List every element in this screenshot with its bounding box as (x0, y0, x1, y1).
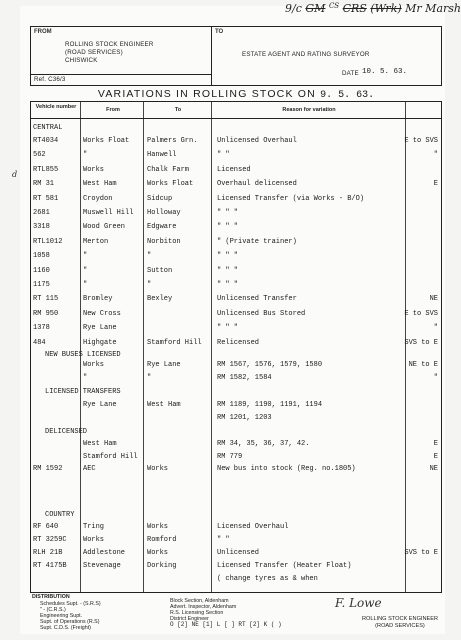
vehicle-cell: RF 640 (33, 523, 59, 531)
reason-cell: RM 1567, 1576, 1579, 1580 (217, 361, 323, 369)
from-cell: Merton (83, 237, 109, 246)
to-cell: Sutton (147, 266, 173, 275)
blocks-item: District Engineer (170, 616, 209, 622)
from-label: FROM (34, 29, 52, 35)
from-cell: Tring (83, 523, 105, 531)
vehicle-cell: RT 3259C (33, 536, 67, 544)
status-cell: " (433, 324, 438, 333)
to-cell: Romford (147, 536, 177, 544)
table-row (31, 360, 441, 371)
col-vehicle: Vehicle number (35, 104, 77, 110)
reason-cell: " (Private trainer) (217, 237, 297, 246)
from-line: ROLLING STOCK ENGINEER (65, 41, 154, 48)
table-row (31, 150, 441, 161)
ref-line (31, 74, 211, 85)
to-cell: Works (147, 549, 169, 557)
table-row (31, 309, 441, 320)
from-cell: Works (83, 361, 105, 369)
table-row (31, 208, 441, 219)
from-line: (ROAD SERVICES) (65, 49, 123, 56)
vehicle-cell: 1058 (33, 252, 50, 261)
hand-note: GM (305, 2, 326, 15)
section-licensed-transfers: LICENSED TRANSFERS (45, 388, 121, 396)
section-delicensed: DELICENSED (45, 428, 88, 436)
table-row (31, 136, 441, 147)
table-row (31, 294, 441, 305)
reason-cell: Licensed (217, 165, 251, 174)
to-cell: Rye Lane (147, 361, 181, 369)
reason-cell: RM 1201, 1203 (217, 414, 272, 422)
vehicle-cell: 1378 (33, 324, 50, 333)
hand-note: (Wrk) (370, 2, 402, 15)
table-row (31, 237, 441, 248)
from-box (31, 27, 212, 85)
reason-cell: Unlicensed Overhaul (217, 137, 297, 145)
reason-cell: " " " (217, 266, 239, 275)
hand-note: 9/c (285, 2, 302, 15)
to-cell: Dorking (147, 562, 177, 570)
to-cell: Hanwell (147, 151, 177, 160)
blocks-item: R.S. Licensing Section (170, 610, 224, 616)
to-cell: Sidcup (147, 194, 173, 203)
from-cell: West Ham (83, 180, 117, 189)
vehicle-cell: 1175 (33, 281, 50, 289)
to-cell: " (147, 281, 152, 289)
to-cell: Bexley (147, 295, 173, 304)
hand-note: CS (328, 2, 340, 10)
status-cell: NE (429, 295, 438, 304)
to-cell: Palmers Grn. (147, 137, 198, 145)
table-row (31, 165, 441, 176)
reason-cell: Unlicensed Bus Stored (217, 309, 306, 318)
section-central: CENTRAL (33, 124, 63, 132)
table-row (31, 548, 441, 559)
reason-cell: RM 1189, 1190, 1191, 1194 (217, 401, 323, 409)
reason-cell: Licensed Transfer (via Works - B/O) (217, 194, 365, 203)
vehicle-cell: RM 950 (33, 309, 59, 318)
from-cell: Wood Green (83, 223, 126, 232)
variations-table (30, 101, 442, 593)
hand-note: Mr Marsh (405, 2, 461, 15)
status-cell: SVS to E (404, 338, 438, 347)
from-cell: Rye Lane (83, 401, 117, 409)
from-cell: " (83, 151, 88, 160)
vehicle-cell: 2681 (33, 209, 50, 217)
from-cell: AEC (83, 465, 96, 473)
table-row (31, 179, 441, 190)
vehicle-cell: RT 4175B (33, 562, 67, 570)
from-cell: Highgate (83, 338, 117, 347)
to-cell: Works (147, 523, 169, 531)
from-cell: " (83, 281, 88, 289)
blocks-list (170, 598, 282, 628)
status-cell: E (433, 452, 438, 461)
from-cell: West Ham (83, 440, 117, 448)
margin-mark: d (12, 170, 18, 179)
table-row (31, 439, 441, 450)
table-header (31, 102, 441, 119)
handwritten-routing (285, 2, 461, 28)
reason-cell: RM 779 (217, 452, 243, 461)
reason-cell: " " " (217, 252, 239, 261)
reason-cell: " " (217, 151, 230, 160)
status-cell: SVS to E (404, 549, 438, 557)
to-label: TO (215, 29, 224, 35)
table-row (31, 464, 441, 475)
footer (30, 594, 442, 634)
distribution-label: DISTRIBUTION (32, 594, 70, 600)
table-row (31, 280, 441, 291)
to-line: ESTATE AGENT AND RATING SURVEYOR (242, 51, 370, 58)
vehicle-cell: 1160 (33, 266, 50, 275)
from-cell: " (83, 374, 88, 382)
to-cell: Edgware (147, 223, 177, 232)
distribution-item: Supt. of Operations (R.S) (40, 619, 100, 625)
vehicle-cell: RM 1592 (33, 465, 63, 473)
memo-header (30, 26, 442, 86)
from-cell: Addlestone (83, 549, 126, 557)
reason-cell: Unlicensed Transfer (217, 295, 297, 304)
from-cell: Works (83, 165, 105, 174)
from-cell: Rye Lane (83, 324, 117, 333)
from-cell: Stamford Hill (83, 452, 138, 461)
col-to: To (174, 107, 182, 113)
to-cell: Stamford Hill (147, 338, 202, 347)
vehicle-cell: 3318 (33, 223, 50, 232)
blocks-item: O [2] NE [1] L [ ] RT [2] K ( ) (170, 621, 282, 628)
status-cell: NE to E (408, 361, 438, 369)
page-title (30, 88, 442, 102)
title-text: VARIATIONS IN ROLLING STOCK ON (97, 88, 316, 100)
section-country: COUNTRY (45, 511, 75, 519)
to-cell: " (147, 252, 152, 261)
to-box (212, 27, 441, 85)
to-cell: Works Float (147, 180, 194, 189)
status-cell: " (433, 151, 438, 160)
vehicle-cell: RM 31 (33, 180, 55, 189)
distribution-item: Supt. C.D.S. (Freight) (40, 625, 91, 631)
reason-cell: RM 34, 35, 36, 37, 42. (217, 440, 310, 448)
vehicle-cell: RTL855 (33, 165, 59, 174)
status-cell: E to SVS (404, 309, 438, 318)
col-from: From (106, 107, 120, 113)
distribution-item: Schedules Supt. - (S.R.S) (40, 601, 101, 607)
table-row (31, 373, 441, 384)
from-cell: " (83, 252, 88, 261)
reason-cell: Overhaul delicensed (217, 180, 297, 189)
status-cell: NE (429, 465, 438, 473)
vehicle-cell: RLH 21B (33, 549, 63, 557)
distribution-item: " - (C.R.S.) (40, 607, 66, 613)
from-cell: Works (83, 536, 105, 544)
table-row (31, 452, 441, 463)
reason-cell: " " (217, 536, 230, 544)
status-cell: E (433, 440, 438, 448)
reason-cell: ( change tyres as & when (217, 575, 318, 583)
vehicle-cell: RT 581 (33, 194, 59, 203)
status-cell: E (433, 180, 438, 189)
from-cell: New Cross (83, 309, 121, 318)
reason-cell: Licensed Transfer (Heater Float) (217, 562, 352, 570)
table-row (31, 222, 441, 233)
from-cell: " (83, 266, 88, 275)
table-row (31, 400, 441, 411)
reason-cell: " " " (217, 223, 239, 232)
status-cell: E to SVS (404, 137, 438, 145)
from-line: CHISWICK (65, 57, 98, 64)
to-cell: Works (147, 465, 169, 473)
table-row (31, 194, 441, 205)
status-cell: " (433, 374, 438, 382)
to-cell: Holloway (147, 209, 181, 217)
signoff (360, 616, 440, 630)
reason-cell: New bus into stock (Reg. no.1805) (217, 465, 356, 473)
from-cell: Muswell Hill (83, 209, 134, 217)
table-row (31, 561, 441, 572)
blocks-item: Block Section, Aldenham (170, 598, 229, 604)
reason-cell: Relicensed (217, 338, 260, 347)
signoff-line: ROLLING STOCK ENGINEER (361, 616, 439, 622)
to-cell: West Ham (147, 401, 181, 409)
title-date: 9. 5. 63. (320, 90, 375, 101)
to-cell: Norbiton (147, 237, 181, 246)
table-row (31, 535, 441, 546)
table-row (31, 323, 441, 334)
to-cell: " (147, 374, 152, 382)
table-row (31, 338, 441, 349)
reason-cell: Unlicensed (217, 549, 260, 557)
reason-cell: Licensed Overhaul (217, 523, 289, 531)
table-row (31, 413, 441, 424)
col-reason: Reason for variation (282, 107, 336, 113)
distribution-list (40, 601, 101, 631)
distribution-item: Engineering Supt. (40, 613, 83, 619)
vehicle-cell: RT4034 (33, 137, 59, 145)
section-new-buses: NEW BUSES LICENSED (45, 351, 121, 359)
reason-cell: " " " (217, 281, 239, 289)
from-cell: Croydon (83, 194, 113, 203)
table-row (31, 251, 441, 262)
from-cell: Bromley (83, 295, 113, 304)
table-row (31, 522, 441, 533)
date-value: 10. 5. 63. (362, 68, 408, 76)
table-row (31, 266, 441, 277)
reason-cell: " " " (217, 209, 239, 217)
date-label: DATE (342, 70, 359, 77)
from-cell: Stevenage (83, 562, 121, 570)
vehicle-cell: RT 115 (33, 295, 59, 304)
vehicle-cell: 562 (33, 151, 46, 160)
to-cell: Chalk Farm (147, 165, 190, 174)
ref-label: Ref. C36/3 (34, 76, 66, 83)
vehicle-cell: 484 (33, 338, 46, 347)
reason-cell: " " " (217, 324, 239, 333)
hand-note: CRS (342, 2, 367, 15)
blocks-item: Advert. Inspector, Aldenham (170, 604, 237, 610)
vehicle-cell: RTL1012 (33, 237, 63, 246)
table-row (31, 574, 441, 585)
from-cell: Works Float (83, 137, 130, 145)
signature: F. Lowe (335, 596, 382, 610)
signoff-line: (ROAD SERVICES) (375, 623, 425, 629)
reason-cell: RM 1582, 1584 (217, 374, 272, 382)
